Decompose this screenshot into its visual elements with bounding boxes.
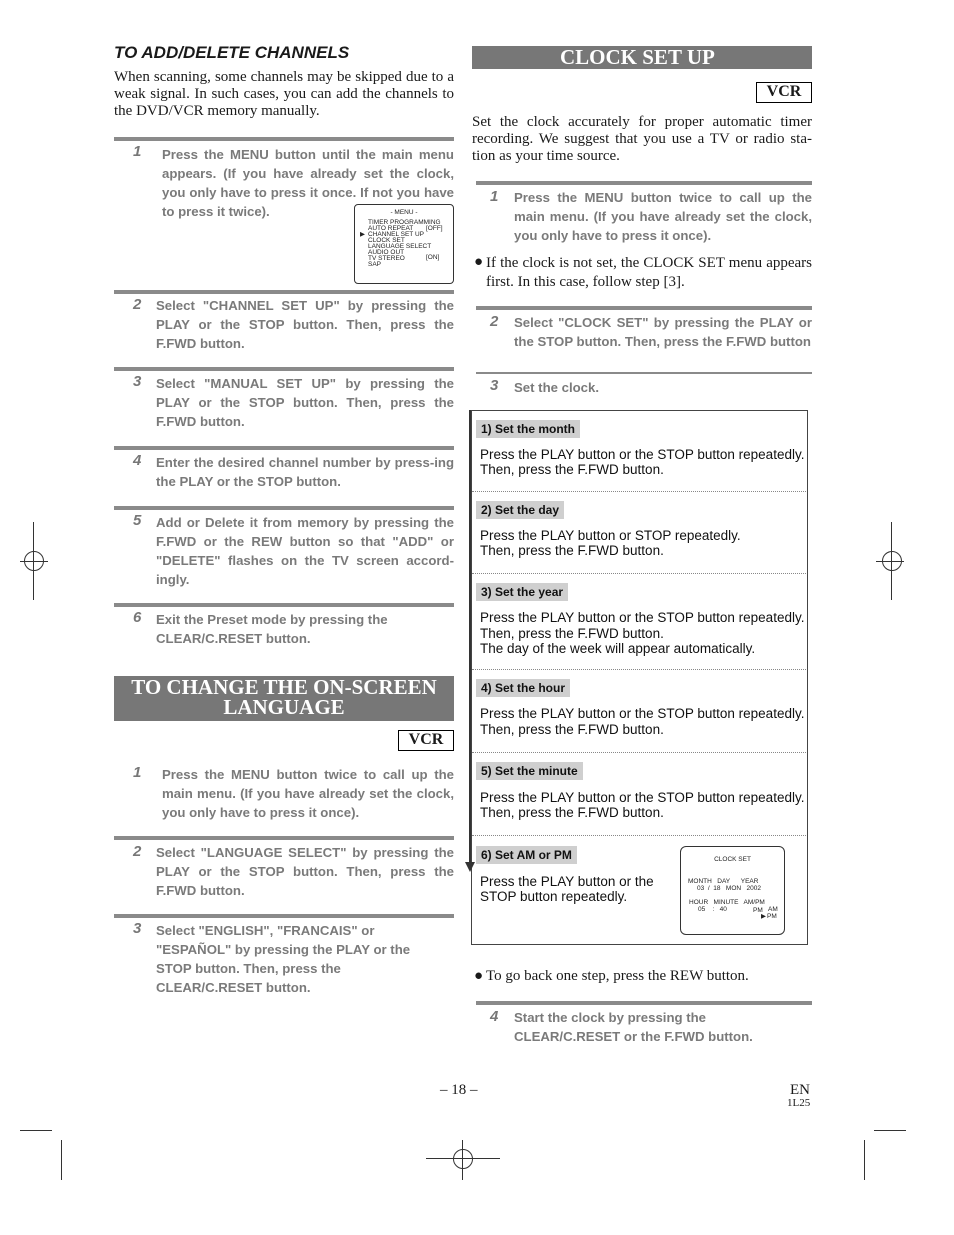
menu-cursor-icon: ▶ — [360, 231, 365, 238]
language-step-3: Select "ENGLISH", "FRANCAIS" or "ESPAÑOL" by pressing the PLAY or the STOP button. Then, press the CLEAR/C.RESET button. — [156, 923, 411, 995]
menu-item: CLOCK SET — [368, 237, 405, 244]
clock-step-4: Start the clock by pressing the CLEAR/C.RESET or the F.FWD button. — [514, 1010, 753, 1044]
substep-line: Press the PLAY button or STOP repeatedly. — [480, 528, 741, 543]
clock-screen-am: AM — [768, 906, 778, 913]
add-delete-step-3: Select "MANUAL SET UP" by pressing the PLAY or the STOP button. Then, press the F.FWD button. — [156, 376, 454, 429]
add-delete-step-5: Add or Delete it from memory by pressing the F.FWD or the REW button so that "ADD" or "DELETE" flashes on the TV screen accord-ingly. — [156, 515, 454, 587]
menu-screen — [354, 204, 454, 284]
substep-title: 6) Set AM or PM — [476, 846, 577, 864]
step-text: Press the MENU button until the main menu appears. (If you have already set the clock, you only have to press it once. If not you have to press it twice). — [162, 147, 454, 219]
step-divider — [476, 1001, 812, 1005]
dotted-divider — [472, 669, 806, 670]
dotted-divider — [472, 573, 806, 574]
vcr-badge: VCR — [756, 82, 812, 103]
step-divider — [476, 306, 812, 310]
step-number: 3 — [133, 920, 142, 937]
step-number: 1 — [490, 188, 499, 205]
step-divider — [114, 446, 454, 450]
step-number: 1 — [133, 143, 142, 160]
language-code: EN — [790, 1082, 810, 1098]
step-divider — [114, 603, 454, 607]
menu-item: CHANNEL SET UP — [368, 231, 424, 238]
language-step-2: Select "LANGUAGE SELECT" by pressing the PLAY or the STOP button. Then, press the F.FWD button. — [156, 845, 454, 898]
menu-item-value: [ON] — [426, 254, 440, 261]
substep-line: Press the PLAY button or the — [480, 874, 654, 889]
clock-screen-labels: MONTH DAY YEAR — [688, 878, 759, 885]
menu-item-value: [OFF] — [426, 225, 443, 232]
clock-banner: CLOCK SET UP — [472, 46, 812, 69]
menu-item: AUDIO OUT — [368, 249, 405, 256]
substep-line: Then, press the F.FWD button. — [480, 722, 664, 737]
clock-step-3: Set the clock. — [514, 380, 600, 395]
step-divider — [114, 914, 454, 918]
dotted-divider — [472, 491, 806, 492]
vcr-badge: VCR — [398, 730, 454, 751]
page-number: – 18 – — [440, 1082, 478, 1098]
language-banner-line1: TO CHANGE THE ON-SCREEN — [131, 675, 437, 699]
clock-screen-pm: PM — [767, 913, 777, 920]
clock-note-2: To go back one step, press the REW button. — [486, 968, 749, 984]
menu-item: LANGUAGE SELECT — [368, 243, 432, 250]
add-delete-heading: TO ADD/DELETE CHANNELS — [114, 43, 350, 62]
substep-title: 2) Set the day — [476, 501, 564, 519]
dotted-divider — [472, 835, 806, 836]
step-number: 4 — [133, 452, 142, 469]
substep-title: 3) Set the year — [476, 583, 568, 601]
menu-item: SAP — [368, 261, 382, 268]
clock-intro: Set the clock accurately for proper automatic timer recording. We suggest that you use a TV or radio sta-tion as your time source. — [472, 114, 812, 164]
clock-step-2: Select "CLOCK SET" by pressing the PLAY or the STOP button. Then, press the F.FWD button — [514, 315, 812, 349]
menu-item: AUTO REPEAT — [368, 225, 414, 232]
menu-screen-title: - MENU - — [390, 209, 418, 216]
substep-line: Then, press the F.FWD button. — [480, 462, 664, 477]
step-divider — [114, 290, 454, 294]
menu-item: TV STEREO — [368, 255, 405, 262]
substep-line: STOP button repeatedly. — [480, 889, 628, 904]
substep-title: 1) Set the month — [476, 420, 580, 438]
substep-title: 5) Set the minute — [476, 762, 583, 780]
clock-screen-title: CLOCK SET — [714, 856, 751, 863]
step-number: 4 — [490, 1008, 499, 1025]
step-divider — [114, 506, 454, 510]
add-delete-intro: When scanning, some channels may be skipped due to a weak signal. In such cases, you can add the channels to the DVD/VCR memory manually. — [114, 69, 454, 119]
down-arrow-icon — [465, 862, 475, 872]
step-number: 3 — [490, 377, 499, 394]
step-number: 5 — [133, 512, 142, 529]
substep-line: Then, press the F.FWD button. — [480, 805, 664, 820]
substep-title: 4) Set the hour — [476, 679, 570, 697]
add-delete-step-2: Select "CHANNEL SET UP" by pressing the PLAY or the STOP button. Then, press the F.FWD button. — [156, 298, 454, 351]
substep-line: Press the PLAY button or the STOP button repeatedly. — [480, 706, 805, 721]
substep-line: Press the PLAY button or the STOP button repeatedly. — [480, 447, 805, 462]
menu-item: TIMER PROGRAMMING — [368, 219, 441, 226]
clock-screen-values: 03 / 18 MON 2002 — [697, 885, 761, 892]
flow-arrow-line — [469, 410, 471, 865]
clock-screen-labels: HOUR MINUTE AM/PM — [689, 899, 765, 906]
substep-line: Then, press the F.FWD button. — [480, 543, 664, 558]
substep-line: Then, press the F.FWD button. — [480, 626, 664, 641]
step-divider — [114, 137, 454, 141]
substep-line: The day of the week will appear automatically. — [480, 641, 756, 656]
dotted-divider — [472, 752, 806, 753]
step-divider — [114, 367, 454, 371]
step-divider — [114, 836, 454, 840]
add-delete-step-4: Enter the desired channel number by press-ing the PLAY or the STOP button. — [156, 455, 454, 489]
bullet-icon: ● — [474, 254, 484, 270]
add-delete-step-6: Exit the Preset mode by pressing the CLEAR/C.RESET button. — [156, 612, 388, 646]
step-number: 2 — [133, 296, 142, 313]
step-number: 2 — [133, 843, 142, 860]
step-number: 2 — [490, 313, 499, 330]
clock-screen-pm-blink: PM — [753, 907, 763, 914]
clock-set-screen — [680, 846, 785, 935]
step-number: 1 — [133, 764, 142, 781]
step-divider — [476, 372, 812, 374]
model-code: 1L25 — [787, 1097, 811, 1109]
language-banner — [114, 676, 454, 721]
step-divider — [476, 181, 812, 185]
language-step-1: Press the MENU button twice to call up the main menu. (If you have already set the clock, you only have to press it once). — [162, 767, 454, 820]
substep-line: Press the PLAY button or the STOP button repeatedly. — [480, 790, 805, 805]
arrow-right-icon: ▶ — [761, 913, 766, 920]
step-number: 3 — [133, 373, 142, 390]
step-number: 6 — [133, 609, 142, 626]
substep-line: Press the PLAY button or the STOP button repeatedly. — [480, 610, 805, 625]
clock-screen-values: 05 : 40 — [698, 906, 727, 913]
bullet-icon: ● — [474, 968, 484, 984]
clock-note-1: If the clock is not set, the CLOCK SET menu appears first. In this case, follow step [3]. — [486, 255, 812, 290]
language-banner-line2: LANGUAGE — [223, 695, 345, 719]
clock-step-1: Press the MENU button twice to call up the main menu. (If you have already set the clock, you only have to press it once). — [514, 190, 812, 243]
